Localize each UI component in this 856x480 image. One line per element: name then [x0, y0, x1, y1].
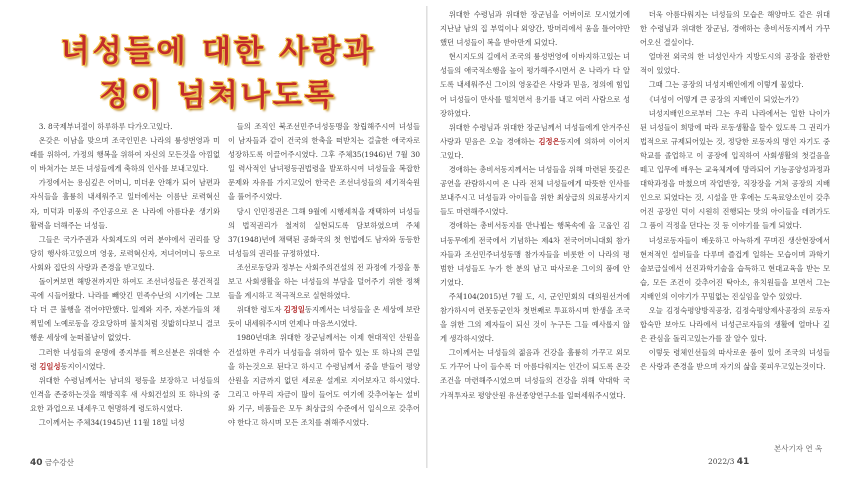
paragraph: 돌이켜보면 해방전까지만 하여도 조선녀성들은 봉건적질곡에 시들어왔다. 나라를 빼앗긴 민족수난의 시기에는 그보다 더 큰 불행을 겪어야만했다. 일제와 지주, 자본가들의 채찍밑에 노예로동을 강요당하며 불치처럼 짓밟히다보니 결코 행운 세상에 눈떠볼날이 없었다. — [30, 277, 220, 343]
right-page-footer — [708, 457, 749, 467]
paragraph: 녀성로동자들이 배웃하고 아늑하게 꾸며진 생산현장에서 현저적인 설비들을 다루며 즐겁게 일하는 모습이며 과학기술보급실에서 선진과학기술을 습득하고 현대교육을 받는 모습, 모든 조건이 갖추어진 탁아소, 유치원들을 보면서 그는 지배인의 이야기가 꾸밈없는 진실임을 알수 있었다. — [640, 235, 830, 301]
paragraph-text: 동지께서는 녀성들을 온 세상에 보란듯이 내세워주시며 언제나 마음쓰시였다. — [228, 305, 420, 329]
left-page-footer — [30, 457, 74, 468]
article-title — [38, 30, 398, 118]
paragraph: 현시지도의 길에서 조국의 륭성번영에 이바지하고있는 녀성들의 애국적소행을 높이 평가해주시면서 온 나라가 다 알도록 내세워주신 그이의 영웅같은 사랑과 믿음, 정의에 힘입어 녀성들이 만사를 떨치면서 용기를 내고 여러 사람으로 성장하였다. — [440, 52, 630, 118]
paragraph: 1980년대초 위대한 장군님께서는 이제 현대적인 산원을 건설하면 우리가 녀성들을 위하여 할수 있는 또 하나의 큰일을 하는것으로 된다고 하시고 수령님께서 중을 받들어 평양산원을 지금까지 없던 세로운 설계로 지어보자고 하시였다. 그리고 아무리 자금이 많이 들어도 여기에 갖추어놓는 설비와 기구, 비품들은 모두 최상급의 수준에서 일식으로 갖추어야 한다고 하시며 모든 조치를 취해주시였다. — [228, 333, 420, 427]
paragraph-text: 동지에 의하여 이어지고있다. — [440, 136, 630, 160]
paragraph — [440, 121, 630, 163]
text-column-1 — [30, 120, 220, 430]
paragraph: 당시 인민정권은 그해 9월에 시행세칙을 재택하여 녀성들의 법적권리가 철저히 실현되도록 담보하였으며 주체37(1948)년에 채택된 공화국의 첫 헌법에도 남자와 동등한 녀성들의 권리를 규정하였다. — [228, 206, 420, 258]
left-page-number: 40 — [30, 458, 43, 468]
text-column-3 — [440, 8, 630, 403]
paragraph: 더욱 아름다워지는 녀성들의 모습은 해양마도 같은 위대한 수령님과 위대한 장군님, 경애하는 총비서동지께서 가꾸어오신 결실이다. — [640, 10, 830, 48]
paragraph: 녀성지배인으로부터 그는 우리 나라에서는 일한 나이가 된 녀성들이 희망에 따라 로동생활을 할수 있도록 그 권리가 법적으로 규제되어있는 것, 정당한 로동자의 명인 자기도 중학교를 졸업하고 이 공장에 입직하여 사회생활의 첫걸음을 떼고 입무에 배우는 교육체계에 망라되어 기능공양성과정과 대학과정을 마쳤으며 작업반장, 직장장을 거쳐 공장의 지배인으로 되였다는 것, 시설을 만 후에는 도육료양소인이 갖추어진 공장인 덕이 시원히 진행되는 맛의 아이들을 데려가도 그 품이 걱정을 던다는 것 등 이야기를 들게 되였다. — [640, 108, 830, 231]
publication-name: 금수강산 — [44, 458, 74, 467]
issue-date: 2022/3 — [708, 457, 735, 466]
paragraph: 주체104(2015)년 7월 도, 시, 군인민회의 대의원선거에 참가하시여 련못동군인차 첫번째로 투표하시며 한생을 조국을 위한 그의 제자들이 되신 것이 누구든 그들 예사롭지 않게 생각하시였다. — [440, 291, 630, 344]
paragraph: 조선로동당과 정부는 사회주의건설의 전 과정에 가정을 통보고 사회생활을 하는 녀성들의 부담을 덜어주기 위한 정책들을 계시하고 적극적으로 실현하였다. — [228, 262, 420, 301]
paragraph: 위대한 수령님과 위대한 장군님을 어버이로 모시였기에 지난날 남의 집 부엌이나 외양간, 방머리에서 움을 틀어야만 했던 녀성들이 복을 받아만게 되었다. — [440, 10, 630, 48]
quote-paragraph: 《녀성이 어떻게 큰 공장의 지배인이 되었는가?》 — [645, 94, 803, 104]
paragraph: 들의 조직인 북조선민주녀성동맹을 창립해주시여 녀성들이 남자들과 같이 건국의 한축을 떠받치는 걸출한 애국자로 성장하도록 이끌어주시였다. 그후 주체35(1946)년 7월 30일 력사적인 남녀평등권법령을 발포하시여 녀성들을 복잡한 문제와 자유를 가지고있어 한국은 조선녀성들의 세기적숙원을 풀어주시였다. — [228, 122, 420, 202]
title-line-1: 녀성들에 대한 사랑과 — [60, 34, 376, 69]
paragraph: 경애하는 총비서동지를 만나뵙는 행복속에 올 고웁인 김녀동무에게 전국에서 기념하는 제4차 전국어머니대회 참가자들과 조선민주녀성동맹 참가자들을 비롯한 이 나라의 평범한 녀성들도 누가 한 분의 남고 따사로운 그이의 품에 안기였다. — [440, 221, 630, 287]
paragraph-text: 위대한 수령님과 위대한 장군님께서 녀성들에게 안겨주신 사랑과 믿음은 오늘 경애하는 — [440, 122, 630, 146]
paragraph-text: 동지이시였다. — [60, 361, 106, 371]
text-column-2 — [228, 120, 420, 430]
paragraph: 얼마전 외국의 한 녀성인사가 지방도시의 공장을 참관한적이 있었다. — [640, 52, 830, 76]
paragraph: 그이께서는 녀성들의 젊음과 건강을 훌륭히 가꾸고 외모도 가꾸어 나이 들수록 더 아름다워지는 인간이 되도록 온갖 조건을 마련해주시였으며 녀성들의 건강을 위해 약대학 국가적투자로 평양산원 유선종양연구소를 일떠세워주시였다. — [440, 348, 630, 400]
paragraph: 이렇듯 령체인선들의 따사로운 품이 있어 조국의 녀성들은 사랑과 존경을 받으며 자기의 삶을 꽃피우고있는것이다. — [640, 348, 830, 372]
paragraph-text: 그러한 녀성들의 운명에 종지부를 찍으신분은 위대한 수령 — [30, 347, 220, 371]
paragraph: 가정에서는 용심깊은 어머니, 미더운 안해가 되어 남편과 자식들을 훌륭히 내세워주고 일터에서는 이름난 로력혁신자, 미덕과 미풍의 주인공으로 온 나라에 아름다운 생기와 활력을 더해주는 녀성들. — [30, 178, 220, 230]
paragraph: 그들은 국가주권과 사회제도의 여러 분야에서 권리를 당당히 행사하고있으며 영웅, 로력혁신자, 저녀어머니 등으로 사회와 집단의 사랑과 존경을 받고있다. — [30, 234, 220, 272]
paragraph: 그이께서는 주체34(1945)년 11월 18일 녀성 — [38, 417, 185, 427]
highlighted-name: 김정은 — [538, 136, 560, 146]
title-line-2: 정이 넘쳐나도록 — [99, 78, 337, 113]
highlighted-name: 김일성 — [39, 361, 61, 371]
paragraph: 온갖은 이남을 맞으며 조국인민은 나라의 륭성번영과 미래를 위하여, 가정의 행복을 위하여 자신의 모든것을 아낌없이 바쳐가는 보든 녀성들에게 축하의 인사를 보내고있다. — [30, 136, 220, 174]
paragraph: 오늘 김정숙평양방직공장, 김정숙평양제사공장의 로동자합숙만 보아도 나라에서 녀성근로자들의 생활에 얼마나 깊은 관심을 돌리고있는가를 잘 알수 있다. — [640, 305, 830, 344]
article-byline: 본사기자 연 옥 — [774, 444, 823, 453]
paragraph: 그때 그는 공장의 녀성지배인에게 이렇게 물었다. — [648, 80, 804, 90]
highlighted-name: 김정일 — [283, 305, 305, 315]
paragraph — [30, 346, 220, 374]
paragraph: 경애하는 총비서동지께서는 녀성들을 위해 마련된 뜻깊은 공연을 관람하시여 온 나라 전체 녀성들에게 따뜻한 인사를 보내주시고 녀성들과 아이들을 위한 최상급의 의료봉사기지들도 마련해주시였다. — [440, 165, 630, 217]
right-page-number: 41 — [736, 457, 750, 467]
paragraph: 위대한 수령님께서는 남녀의 평등을 보장하고 녀성들의 인격을 존중하는것을 해방직후 새 사회건설의 또 하나의 중요한 과업으로 내세우고 현명하게 령도하시였다. — [30, 375, 220, 413]
page-gutter — [426, 6, 428, 468]
paragraph: 3. 8국제부녀절이 하루하루 다가오고있다. — [38, 122, 173, 131]
paragraph-text: 위대한 령도자 — [236, 305, 284, 315]
paragraph — [228, 303, 420, 331]
text-column-4 — [640, 8, 830, 374]
